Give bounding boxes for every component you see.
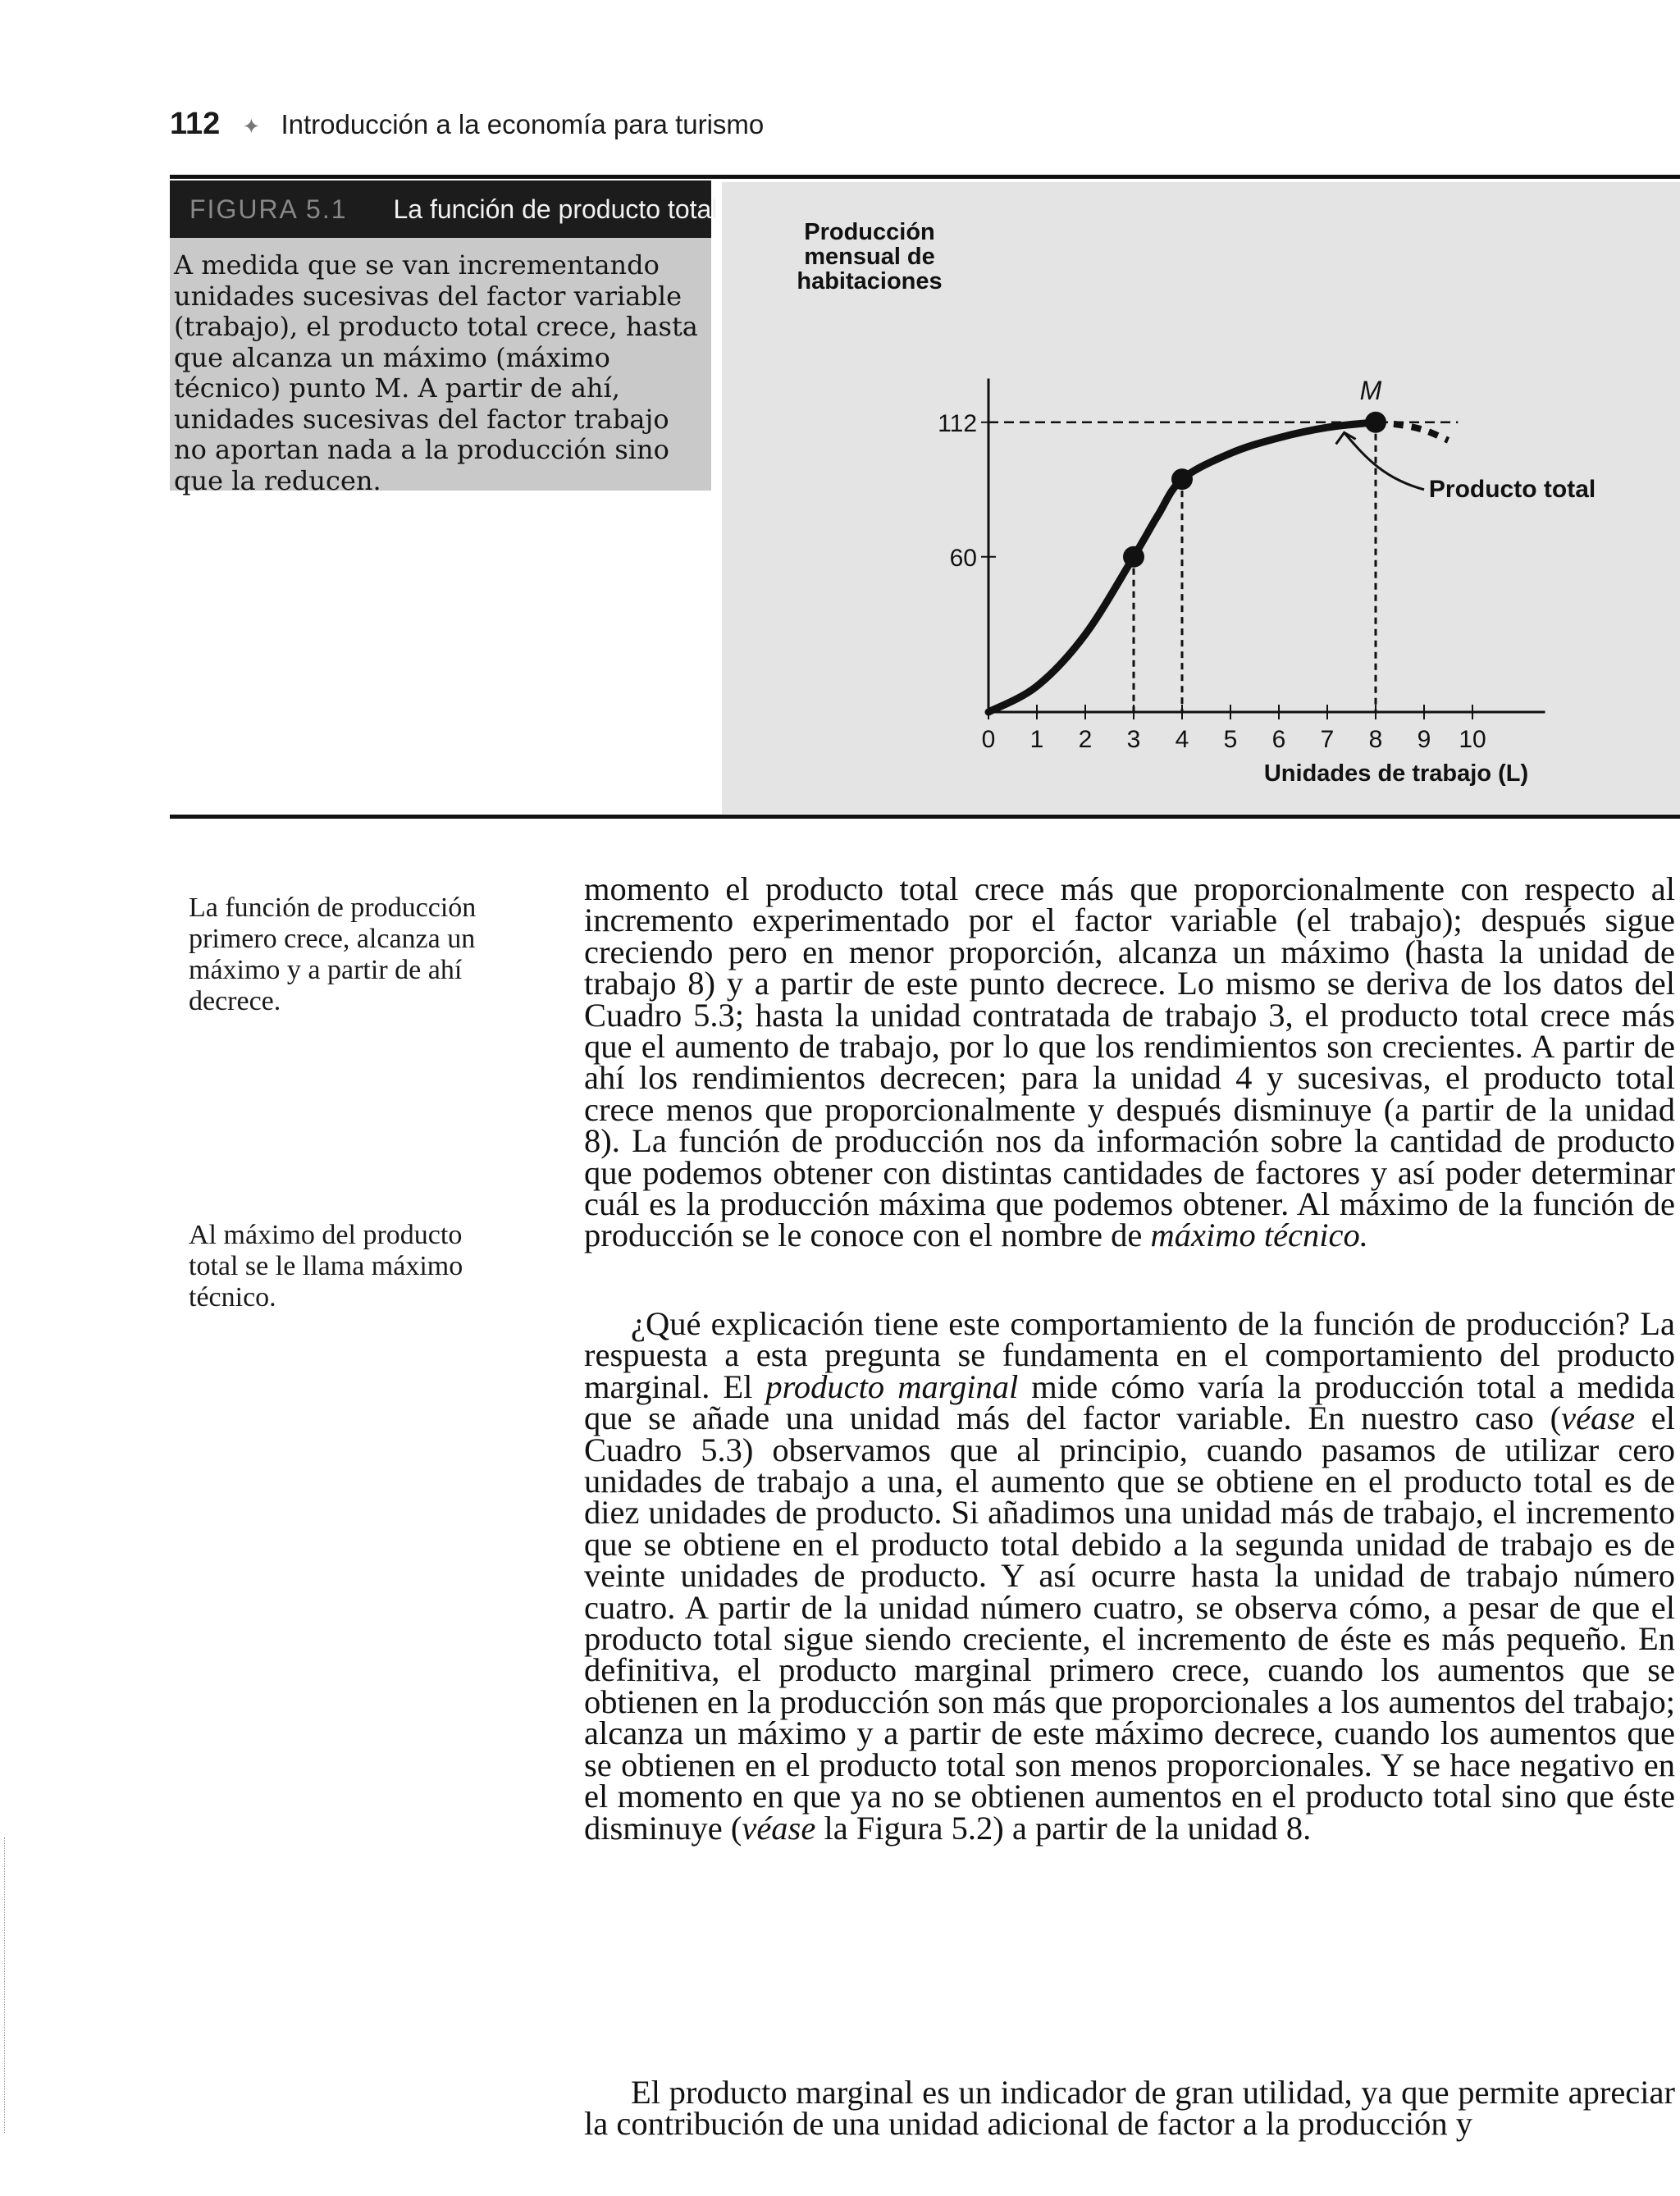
- highlight-point: [1365, 412, 1386, 433]
- y-axis-label-2: mensual de: [804, 244, 935, 270]
- y-tick-label: 112: [938, 409, 977, 437]
- x-tick-label: 9: [1417, 726, 1431, 753]
- italic-term: máximo técnico.: [1150, 1217, 1368, 1254]
- paragraph-text: ¿Qué explicación tiene este comportamiento de la función de producción? La respuesta a esta pregunta se fundamenta en el comportamiento del producto marginal. El: [584, 1305, 1675, 1405]
- paragraph-text: el Cuadro 5.3) observamos que al principio, cuando pasamos de utilizar cero unidades de trabajo a una, el aumento que se obtiene en el producto total es de diez unidades de producto. Si añadimos una unidad más de trabajo, el incremento que se obtiene en el producto total debido a la segunda unidad de trabajo es de veinte unidades de producto. Y así ocurre hasta la unidad de trabajo número cuatro. A partir de la unidad número cuatro, se observa cómo, a pesar de que el producto total sigue siendo creciente, el incremento de éste es más pequeño. En definitiva, el producto marginal primero crece, cuando los aumentos que se obtienen en la producción son más que proporcionales a los aumentos del trabajo; alcanza un máximo y a partir de este máximo decrece, cuando los aumentos que se obtienen en el producto total son menos proporcionales. Y se hace negativo en el momento en que ya no se obtienen aumentos en el producto total sino que éste disminuye (: [584, 1399, 1675, 1847]
- figure-number: FIGURA 5.1: [189, 194, 348, 224]
- x-tick-label: 10: [1459, 726, 1486, 753]
- highlight-point: [1171, 468, 1193, 490]
- paragraph-text: El producto marginal es un indicador de gran utilidad, ya que permite apreciar la contribución de una unidad adicional de factor a la producción y: [584, 2074, 1675, 2143]
- x-tick-label: 3: [1126, 726, 1141, 753]
- production-chart: [722, 182, 1680, 814]
- figure-caption: A medida que se van incrementando unidades sucesivas del factor variable (trabajo), el producto total crece, hasta que alcanza un máximo (máximo técnico) punto M. A partir de ahí, unidades sucesivas del factor trabajo no aportan nada a la producción sino que la reducen.: [174, 249, 698, 496]
- y-tick-label: 60: [949, 544, 977, 572]
- figure-label: [170, 180, 718, 238]
- annotation-arrow: [1344, 432, 1424, 489]
- body-paragraph-2: [584, 1305, 1676, 1847]
- figure-bottom-rule: [170, 815, 1680, 819]
- italic-term: véase: [1561, 1399, 1636, 1437]
- italic-term: véase: [742, 1809, 816, 1847]
- total-product-curve-decline: [1376, 422, 1449, 441]
- body-paragraph-1: [584, 870, 1675, 1254]
- margin-note: La función de producción primero crece, alcanza un máximo y a partir de ahí decrece.: [189, 893, 477, 1016]
- series-label: Producto total: [1428, 476, 1596, 504]
- x-tick-label: 0: [981, 726, 996, 753]
- x-tick-label: 7: [1320, 726, 1335, 753]
- x-tick-label: 4: [1175, 726, 1189, 753]
- chart-panel: [722, 182, 1680, 814]
- x-axis-label: Unidades de trabajo (L): [1263, 760, 1529, 787]
- paragraph-text: mide cómo varía la producción total a medida que se añade una unidad más del factor variable. En nuestro caso (: [584, 1367, 1676, 1437]
- highlight-point: [1123, 546, 1144, 568]
- y-axis-label-1: Producción: [804, 219, 935, 245]
- paragraph-text: la Figura 5.2) a partir de la unidad 8.: [824, 1809, 1312, 1847]
- scan-edge-mark: [4, 1838, 7, 2133]
- x-tick-label: 1: [1029, 726, 1044, 753]
- x-tick-label: 8: [1368, 726, 1383, 753]
- margin-note: Al máximo del producto total se le llama máximo técnico.: [189, 1220, 463, 1313]
- running-head: [170, 107, 764, 142]
- y-axis-label-3: habitaciones: [797, 268, 943, 294]
- body-paragraph-3: [584, 2074, 1675, 2143]
- x-tick-label: 5: [1223, 726, 1238, 753]
- x-tick-label: 2: [1078, 726, 1093, 753]
- figure-top-rule: [170, 175, 1680, 179]
- point-label-m: M: [1359, 375, 1382, 405]
- page-number: 112: [170, 107, 221, 141]
- diamond-bullet-icon: ✦: [242, 114, 261, 139]
- figure-title: La función de producto total: [393, 194, 718, 224]
- running-title: Introducción a la economía para turismo: [281, 109, 765, 139]
- chart-plot-layer: [938, 376, 1596, 753]
- paragraph-text: momento el producto total crece más que proporcionalmente con respecto al incremento experimentado por el factor variable (el trabajo); después sigue creciendo pero en menor proporción, alcanza un máximo (hasta la unidad de trabajo 8) y a partir de este punto decrece. Lo mismo se deriva de los datos del Cuadro 5.3; hasta la unidad contratada de trabajo 3, el producto total crece más que el aumento de trabajo, por lo que los rendimientos son crecientes. A partir de ahí los rendimientos decrecen; para la unidad 4 y sucesivas, el producto total crece menos que proporcionalmente y después disminuye (a partir de la unidad 8). La función de producción nos da información sobre la cantidad de producto que podemos obtener con distintas cantidades de factores y así poder determinar cuál es la producción máxima que podemos obtener. Al máximo de la función de producción se le conoce con el nombre de: [584, 870, 1675, 1254]
- x-tick-label: 6: [1271, 726, 1286, 753]
- italic-term: producto marginal: [765, 1367, 1019, 1405]
